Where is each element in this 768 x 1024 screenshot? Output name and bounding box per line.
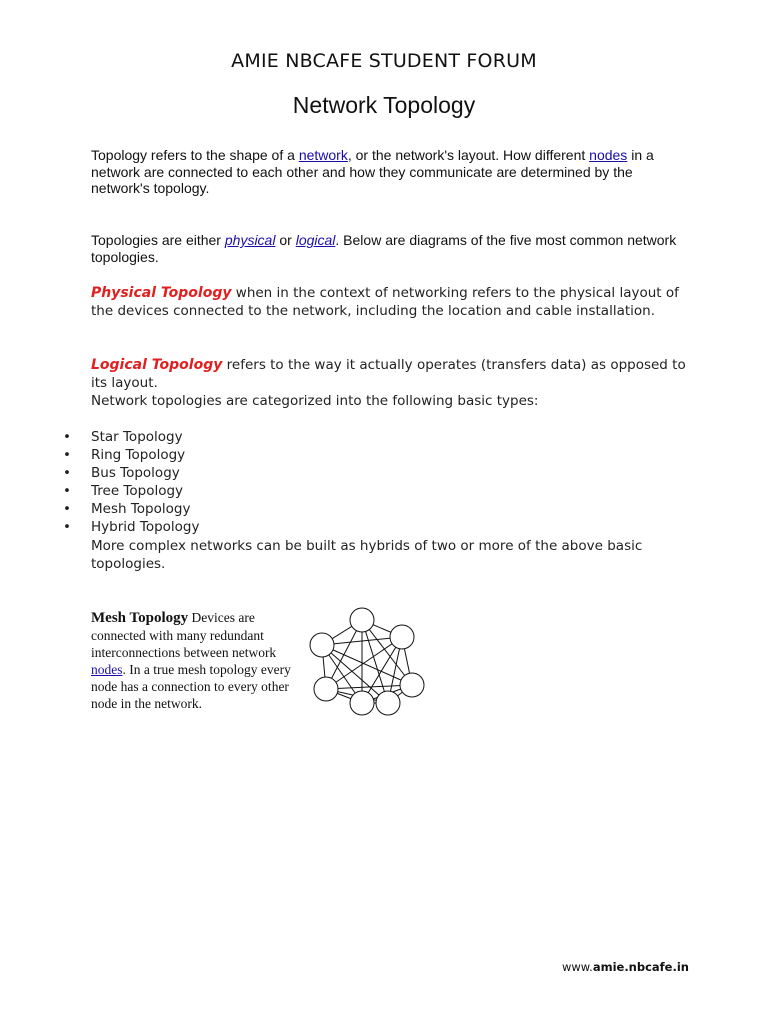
list-item-label: Star Topology <box>91 429 183 445</box>
categorized-text: Network topologies are categorized into the following basic types: <box>91 393 539 409</box>
mesh-node <box>400 673 424 697</box>
bullet: • <box>63 429 71 445</box>
page-title: Network Topology <box>292 92 476 118</box>
mesh-topology-heading: Mesh Topology <box>91 610 189 626</box>
list-item <box>0 428 199 446</box>
list-item-label: Tree Topology <box>91 483 184 499</box>
mesh-node <box>314 677 338 701</box>
physical-link[interactable]: physical <box>224 232 276 248</box>
list-item-label: Bus Topology <box>91 465 180 481</box>
topologies-either-paragraph <box>91 232 681 265</box>
logical-link[interactable]: logical <box>295 232 336 248</box>
bullet: • <box>63 483 71 499</box>
either-text-2: or <box>275 232 296 248</box>
list-item-label: Hybrid Topology <box>91 519 200 535</box>
mesh-node <box>390 625 414 649</box>
footer-url-prefix: www. <box>562 960 593 974</box>
mesh-topology-description <box>91 609 301 712</box>
list-item <box>0 518 199 536</box>
intro-text-1: Topology refers to the shape of a <box>91 147 299 163</box>
intro-text-3: in a network are connected to each other and how they communicate are determined by the network's topology. <box>91 147 654 196</box>
list-item <box>0 464 199 482</box>
list-item <box>0 446 199 464</box>
bullet: • <box>63 465 71 481</box>
mesh-node <box>376 691 400 715</box>
logical-topology-text: refers to the way it actually operates (transfers data) as opposed to its layout. <box>91 357 686 391</box>
bullet: • <box>63 447 71 463</box>
mesh-text-1: Devices are connected with many redundant interconnections between network <box>91 610 277 660</box>
nodes-link[interactable]: nodes <box>589 147 628 163</box>
mesh-nodes-link[interactable]: nodes <box>91 662 123 677</box>
mesh-topology-diagram <box>300 603 425 718</box>
bullet: • <box>63 501 71 517</box>
list-item-label: Ring Topology <box>91 447 186 463</box>
mesh-link <box>326 637 402 689</box>
list-item-label: Mesh Topology <box>91 501 191 517</box>
mesh-node <box>350 608 374 632</box>
list-item <box>0 482 199 500</box>
hybrid-networks-paragraph: More complex networks can be built as hybrids of two or more of the above basic topologies. <box>91 538 643 572</box>
bullet: • <box>63 519 71 535</box>
logical-topology-paragraph <box>91 356 691 410</box>
intro-text-2: , or the network's layout. How different <box>347 147 590 163</box>
physical-topology-term: Physical Topology <box>91 285 232 301</box>
physical-topology-paragraph <box>91 284 691 320</box>
footer-url[interactable] <box>562 960 689 974</box>
mesh-link <box>326 685 412 689</box>
forum-header: AMIE NBCAFE STUDENT FORUM <box>231 50 537 72</box>
physical-topology-text: when in the context of networking refers to the physical layout of the devices connected to the network, including the location and cable installation. <box>91 285 679 319</box>
topology-types-list <box>0 428 199 536</box>
either-text-1: Topologies are either <box>91 232 225 248</box>
intro-paragraph <box>91 147 681 197</box>
either-text-3: . Below are diagrams of the five most common network topologies. <box>91 232 677 265</box>
mesh-node <box>310 633 334 657</box>
network-link[interactable]: network <box>298 147 348 163</box>
mesh-node <box>350 691 374 715</box>
logical-topology-term: Logical Topology <box>91 357 223 373</box>
footer-url-domain: amie.nbcafe.in <box>592 960 689 974</box>
mesh-text-2: . In a true mesh topology every node has a connection to every other node in the network. <box>91 662 291 711</box>
list-item <box>0 500 199 518</box>
